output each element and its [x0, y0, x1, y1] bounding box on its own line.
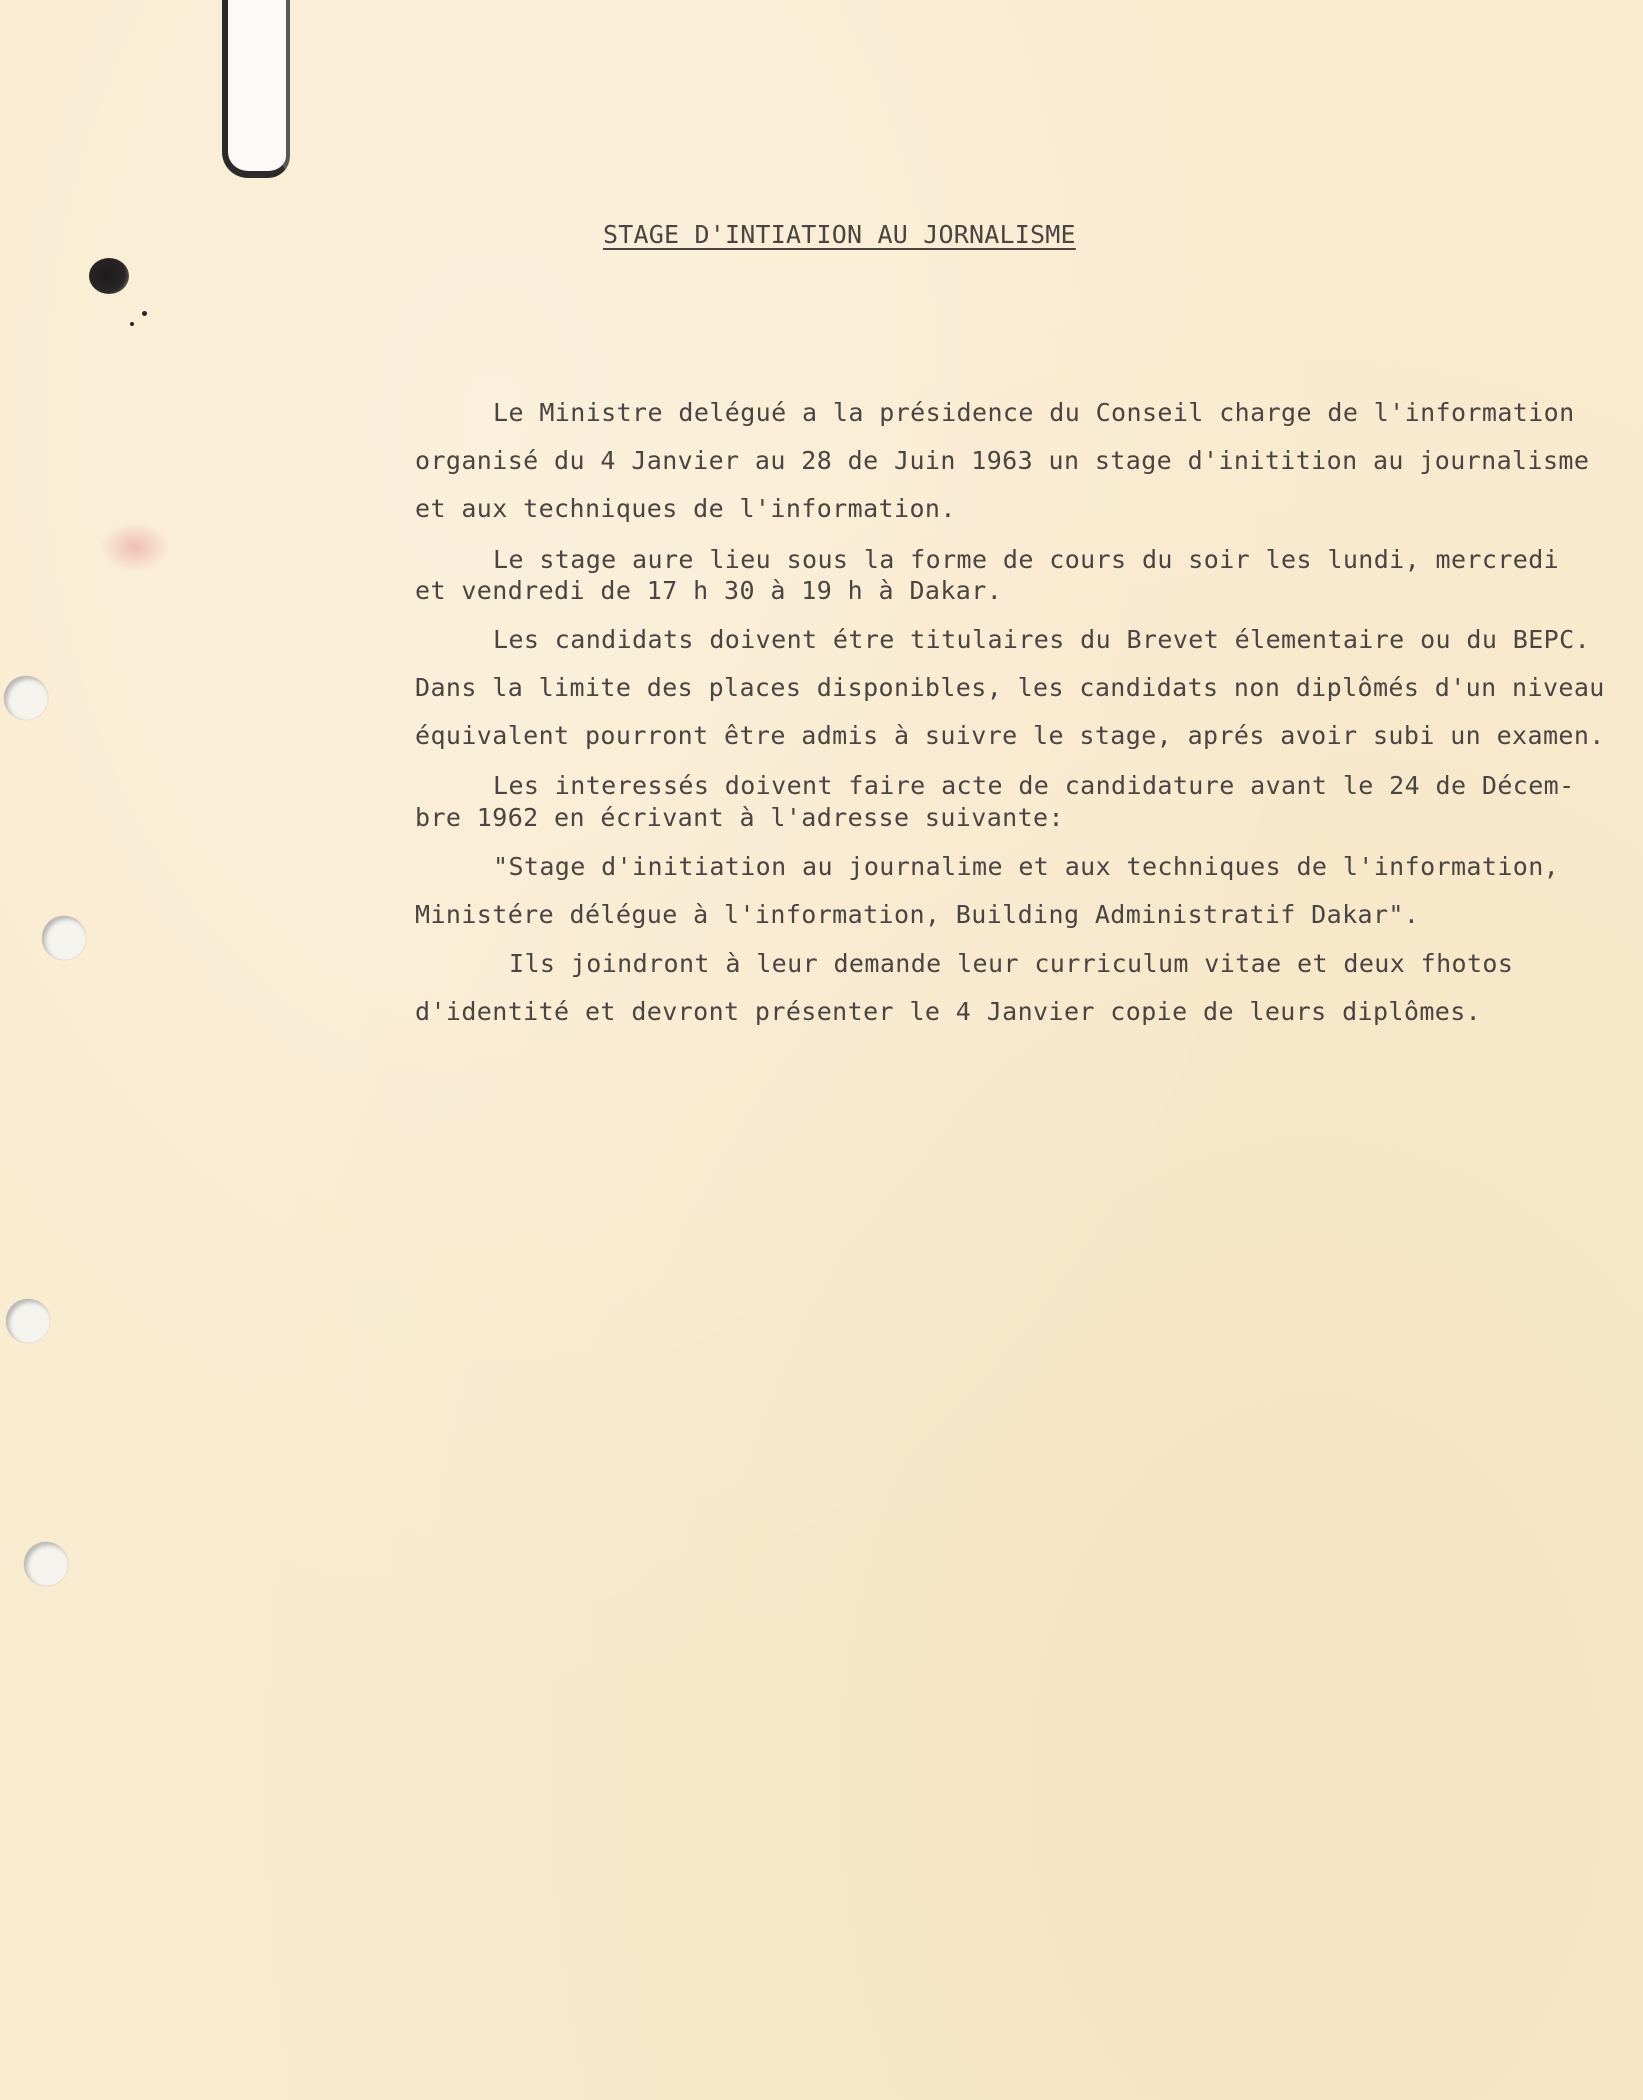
text-line: d'identité et devront présenter le 4 Janvier copie de leurs diplômes. [415, 997, 1482, 1026]
text-line: organisé du 4 Janvier au 28 de Juin 1963 un stage d'initition au journalisme [415, 446, 1590, 475]
text-line: Le stage aure lieu sous la forme de cours du soir les lundi, mercredi [493, 545, 1560, 574]
text-line: "Stage d'initiation au journalime et aux techniques de l'information, [493, 852, 1560, 881]
text-line: Ministére délégue à l'information, Building Administratif Dakar". [415, 900, 1420, 929]
punch-hole [24, 1542, 68, 1586]
text-line: et vendredi de 17 h 30 à 19 h à Dakar. [415, 576, 1003, 605]
text-line: Les interessés doivent faire acte de candidature avant le 24 de Décem- [493, 771, 1575, 800]
text-line: et aux techniques de l'information. [415, 494, 956, 523]
punch-hole [6, 1299, 50, 1343]
staple-mark [222, 0, 290, 178]
document-title: STAGE D'INTIATION AU JORNALISME [603, 220, 1076, 249]
punch-hole [4, 676, 48, 720]
text-line: Le Ministre delégué a la présidence du Conseil charge de l'information [493, 398, 1575, 427]
ink-dot [130, 322, 134, 326]
text-line: Ils joindront à leur demande leur curriculum vitae et deux fhotos [509, 949, 1514, 978]
ink-dot [142, 311, 147, 316]
text-line: équivalent pourront être admis à suivre le stage, aprés avoir subi un examen. [415, 721, 1605, 750]
text-line: Les candidats doivent étre titulaires du Brevet élementaire ou du BEPC. [493, 625, 1591, 654]
stain [100, 522, 170, 572]
punch-hole [42, 916, 86, 960]
text-line: Dans la limite des places disponibles, les candidats non diplômés d'un niveau [415, 673, 1605, 702]
ink-blot [89, 258, 129, 294]
text-line: bre 1962 en écrivant à l'adresse suivante: [415, 803, 1064, 832]
